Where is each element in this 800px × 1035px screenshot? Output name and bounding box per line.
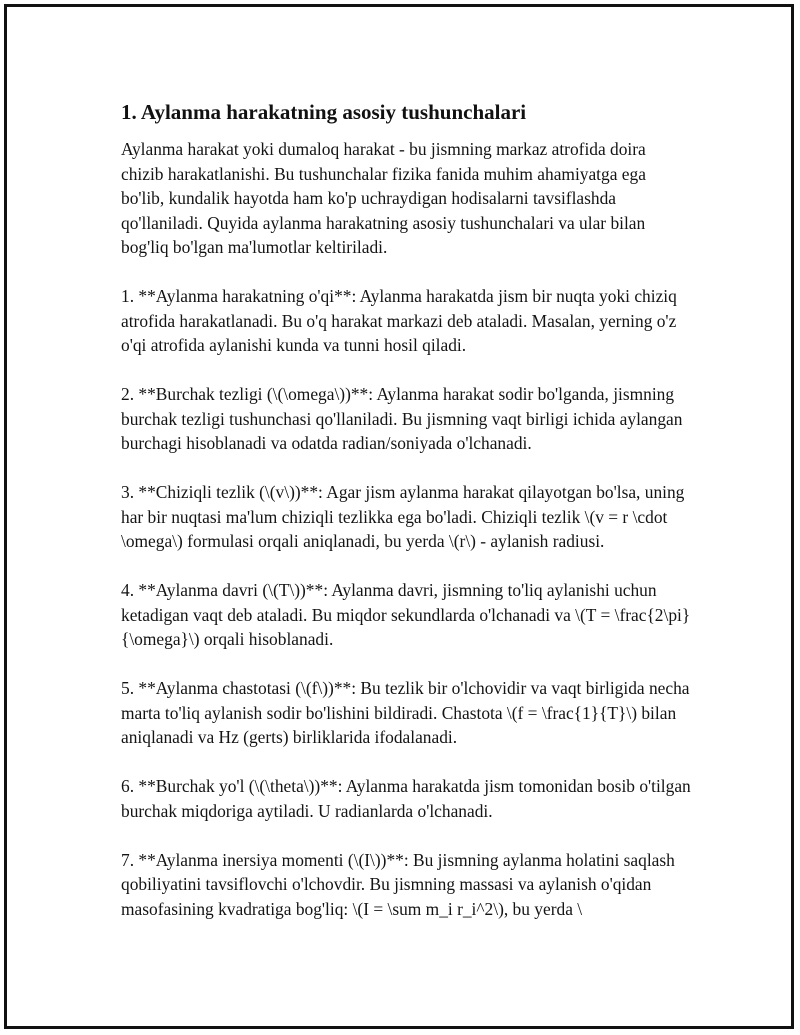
list-item-axis: 1. **Aylanma harakatning o'qi**: Aylanma harakatda jism bir nuqta yoki chiziq atrofida harakatlanadi. Bu o'q harakat markazi deb ataladi. Masalan, yerning o'z o'qi atrofida aylanishi kunda va tunni hosil qiladi. [121,286,677,355]
page-title: 1. Aylanma harakatning asosiy tushunchalari [121,100,527,124]
list-item-linear-velocity: 3. **Chiziqli tezlik (\(v\))**: Agar jism aylanma harakat qilayotgan bo'lsa, uning har bir nuqtasi ma'lum chiziqli tezlikka ega bo'ladi. Chiziqli tezlik \(v = r \cdot \omega\) formulasi orqali aniqlanadi, bu yerda \(r\) - aylanish radiusi. [121,482,685,551]
page-frame [4,4,794,1029]
list-item-period: 4. **Aylanma davri (\(T\))**: Aylanma davri, jismning to'liq aylanishi uchun ketadigan vaqt deb ataladi. Bu miqdor sekundlarda o'lchanadi va \(T = \frac{2\pi}{\omega}\) orqali hisoblanadi. [121,580,691,649]
document-body [121,99,691,921]
list-item-frequency: 5. **Aylanma chastotasi (\(f\))**: Bu tezlik bir o'lchovidir va vaqt birligida necha marta to'liq aylanish sodir bo'lishini bildiradi. Chastota \(f = \frac{1}{T}\) bilan aniqlanadi va Hz (gerts) birliklarida ifodalanadi. [121,678,690,747]
list-item-angular-velocity: 2. **Burchak tezligi (\(\omega\))**: Aylanma harakat sodir bo'lganda, jismning burchak tezligi tushunchasi qo'llaniladi. Bu jismning vaqt birligi ichida aylangan burchagi hisoblanadi va odatda radian/soniyada o'lchanadi. [121,384,683,453]
intro-paragraph: Aylanma harakat yoki dumaloq harakat - bu jismning markaz atrofida doira chizib harakatlanishi. Bu tushunchalar fizika fanida muhim ahamiyatga ega bo'lib, kundalik hayotda ham ko'p uchraydigan hodisalarni tavsiflashda qo'llaniladi. Quyida aylanma harakatning asosiy tushunchalari va ular bilan bog'liq bo'lgan ma'lumotlar keltiriladi. [121,139,646,257]
list-item-moment-of-inertia: 7. **Aylanma inersiya momenti (\(I\))**: Bu jismning aylanma holatini saqlash qobiliyatini tavsiflovchi o'lchovdir. Bu jismning massasi va aylanish o'qidan masofasining kvadratiga bog'liq: \(I = \sum m_i r_i^2\), bu yerda \ [121,849,675,919]
list-item-angular-displacement: 6. **Burchak yo'l (\(\theta\))**: Aylanma harakatda jism tomonidan bosib o'tilgan burchak miqdoriga aytiladi. U radianlarda o'lchanadi. [121,776,691,821]
